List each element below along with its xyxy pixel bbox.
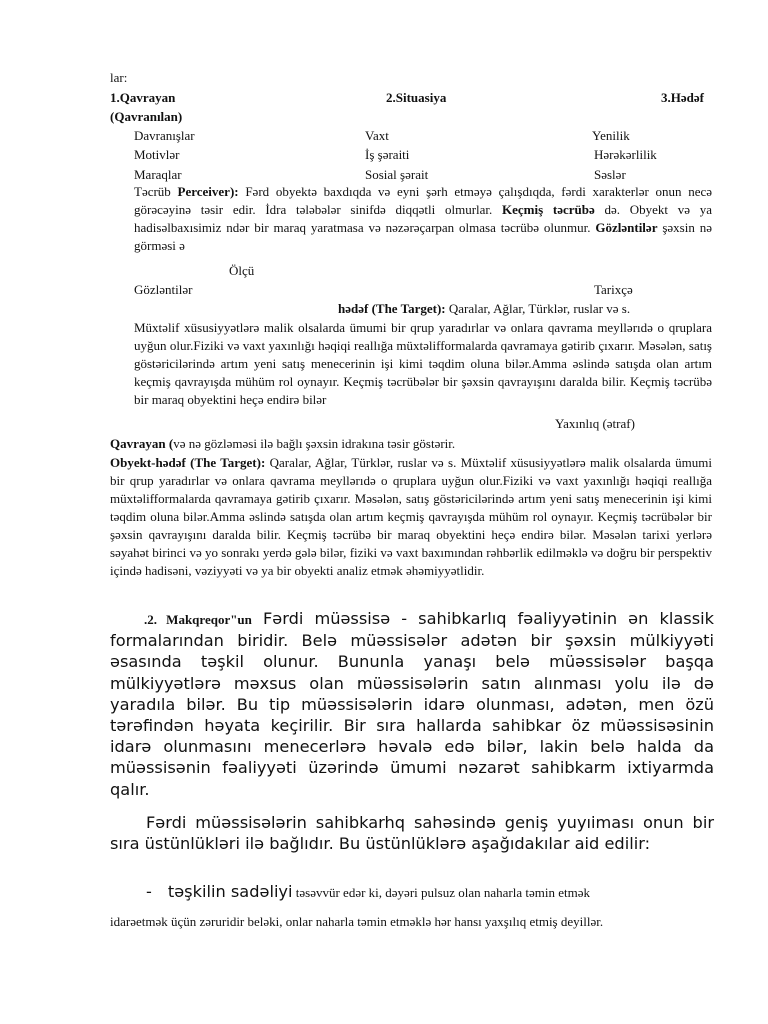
heading-qavranilan: (Qavranılan) <box>110 109 183 124</box>
olcu-label: Ölçü <box>229 263 255 278</box>
qavrayan-term: Qavrayan ( <box>110 436 174 451</box>
qavrayan-text: və nə gözləməsi ilə bağlı şəxsin idrakına təsir göstərir. <box>173 436 456 451</box>
col3-item: Hərəkərlilik <box>594 147 657 162</box>
perceiver-text: Fərd obyektə baxdıqda və eyni şərh etməyə çalışdıqda, fərdi xarakterlər onun necə görəcəyinə təsir edir. İdra tələbələr sinifdə diqqətli olmurlar. <box>134 184 713 217</box>
yaxinliq-label: Yaxınlıq (ətraf) <box>551 415 635 433</box>
heading-situasiya: 2.Situasiya <box>386 90 447 105</box>
hedef-term: hədəf (The Target): <box>338 301 446 316</box>
obyekt-text: Qaralar, Ağlar, Türklər, ruslar və s. Müxtəlif xüsusiyyətlərə malik olsalarda ümumi bir qrup yaradırlar və onlara qavrama meyllərıdə o qruplara uyğun olur.Fiziki və vaxt yaxınlığı həqiqi reallığa müxtəlifformalarda qavramaya gətirib çıxarır. Məsələn, satış göstəricilərində artım yeni satış menecerinin işi kimi təqdim oluna bilər.Amma əslində satışda olan artım keçmiş qavrayışda mühüm rol oynayır. Keçmiş təcrübələr bir şəxsin qavrayışını daralda bilir. Keçmiş təcrübə bir maraq obyektini heçə endirə bilər. Məsələn tarixi yerlərə səyahət birinci və yo sonrakı yerdə gələ bilər, fiziki və vaxt baxımından rəhbərlik edilməklə və doğru bir perspektiv içində hadisəni, vəziyyəti və ya bir obyekti analiz etmək əhəmiyyətlidir. <box>110 455 712 578</box>
section2-prefix: .2. Makqreqor"un <box>144 612 252 627</box>
col2-item: Sosial şərait <box>365 167 429 182</box>
perceiver-term: Perceiver): <box>177 184 239 199</box>
col2-item: İş şəraiti <box>365 147 410 162</box>
col3-item: Yenilik <box>592 128 630 143</box>
gozlentiler-term: Gözləntilər <box>595 220 658 235</box>
section2-paragraph-2: Fərdi müəssisələrin sahibkarhq sahəsində geniş yuyıiması onun bir sıra üstünlükləri ilə bağlıdır. Bu üstünlüklərə aşağıdakılar aid edilir: <box>110 813 714 854</box>
bullet-title: təşkilin sadəliyi <box>167 882 293 901</box>
bullet-dash: - <box>146 882 152 901</box>
kecmis-term: Keçmiş təcrübə <box>502 202 595 217</box>
bullet-line <box>146 882 590 902</box>
perceiver-lead: Təcrüb <box>134 184 178 199</box>
col2-item: Vaxt <box>365 128 389 143</box>
section2-text: Fərdi müəssisə - sahibkarlıq fəaliyyətinin ən klassik formalarından biridir. Belə müəssisələr adətən bir şəxsin mülkiyyəti əsasında təşkil olunur. Bununla yanaşı belə müəssisələr başqa mülkiyyətlərə məxsus olan müəssisələrin satın alınması yolu ilə də yaradıla bilər. Bu tip müəssisələrin idarə olunması, adətən, men özü tərəfindən həyata keçirilir. Bir sıra hallarda sahibkar öz müəssisəsinin idarə olunmasını menecerlərə həvalə edə bilər, lakin belə halda da müəssisənin fəaliyyəti üzərində ümumi nəzarət sahibkarm ixtiyarmda qalır. <box>110 609 714 799</box>
perceiver-text: də. Obyekt və ya hadisəlbaxısimiz ndər bir maraq yaratmasa və nəzərəçarpan olmasa təcrübə olunmur. <box>134 202 712 235</box>
gozlentiler-label: Gözləntilər <box>134 282 193 297</box>
section2-paragraph-1 <box>110 608 714 800</box>
heading-qavrayan: 1.Qavrayan <box>110 90 176 105</box>
obyekt-paragraph <box>110 454 712 580</box>
col3-item: Səslər <box>594 167 626 182</box>
col1-item: Maraqlar <box>134 167 182 182</box>
perceiver-paragraph <box>134 183 712 255</box>
bullet-text: təsəvvür edər ki, dəyəri pulsuz olan naharla təmin etmək <box>292 885 590 900</box>
col1-item: Motivlər <box>134 147 180 162</box>
col1-item: Davranışlar <box>134 128 195 143</box>
obyekt-term: Obyekt-hədəf (The Target): <box>110 455 266 470</box>
intro-lar: lar: <box>110 70 128 85</box>
perceiver-text: şəxsin nə görməsi ə <box>134 220 712 253</box>
qavrayan-line <box>110 435 455 453</box>
hedef-text: Qaralar, Ağlar, Türklər, ruslar və s. <box>445 301 631 316</box>
last-line: idarəetmək üçün zəruridir beləki, onlar naharla təmin etməklə hər hansı yaxşılıq etmiş deyillər. <box>110 914 604 929</box>
tarixce-label: Tarixçə <box>594 282 633 297</box>
hedef-line <box>338 300 630 318</box>
heading-hedef: 3.Hədəf <box>661 90 704 105</box>
hedef-paragraph: Müxtəlif xüsusiyyətlərə malik olsalarda ümumi bir qrup yaradırlar və onlara qavrama meyllərıdə o qruplara uyğun olur.Fiziki və vaxt yaxınlığı həqiqi reallığa müxtəlifformalarda qavramaya gətirib çıxarır. Məsələn, satış göstəricilərində artım yeni satış menecerinin işi kimi təqdim oluna bilər.Amma əslində satışda olan artım keçmiş qavrayışda mühüm rol oynayır. Keçmiş təcrübələr bir şəxsin qavrayışını daralda bilir. Keçmiş təcrübə bir maraq obyektini heçə endirə bilər <box>134 320 712 407</box>
